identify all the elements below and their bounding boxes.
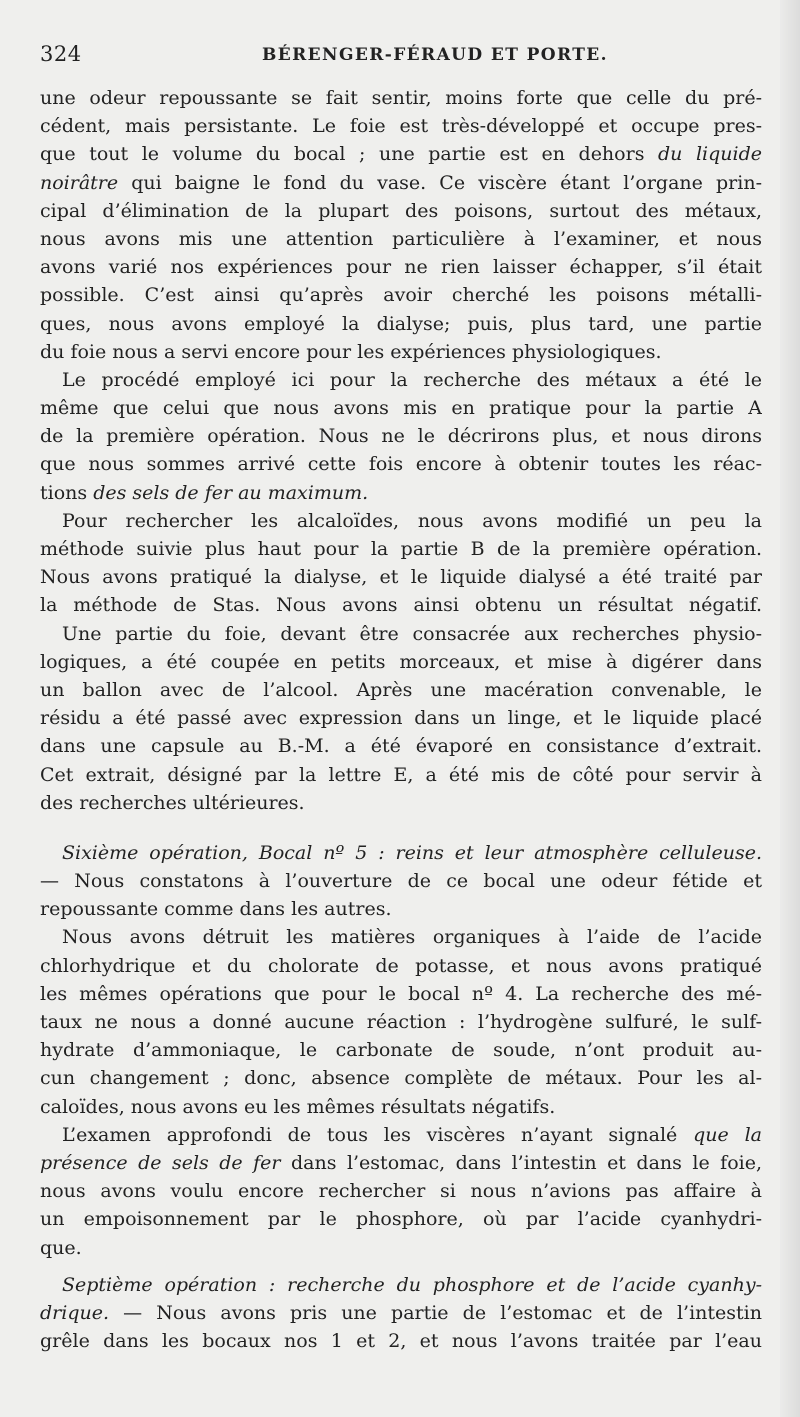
text-segment: cun changement ; donc, absence complète de métaux. Pour les al- — [40, 1067, 762, 1090]
italic-text: noirâtre — [40, 171, 119, 194]
running-head: BÉRENGER-FÉRAUD ET PORTE. — [262, 45, 608, 65]
text-segment: qui baigne le fond du vase. Ce viscère étant l’organe prin- — [118, 171, 762, 194]
italic-text: Sixième opération, Bocal nº 5 : reins et leur atmosphère celluleuse. — [62, 841, 762, 864]
text-segment: résidu a été passé avec expression dans un linge, et le liquide placé — [40, 707, 762, 730]
italic-text: Septième opération : recherche du phosphore et de l’acide cyanhy- — [62, 1273, 762, 1296]
text-segment: que tout le volume du bocal ; une partie est en dehors — [40, 143, 658, 166]
text-line — [40, 479, 762, 507]
text-segment: cipal d’élimination de la plupart des poisons, surtout des métaux, — [40, 199, 762, 222]
text-line — [40, 281, 762, 309]
text-line — [40, 732, 762, 760]
text-segment: taux ne nous a donné aucune réaction : l’hydrogène sulfuré, le sulf- — [40, 1011, 762, 1033]
text-segment: nous avons voulu encore rechercher si nous n’avions pas affaire à — [40, 1180, 762, 1203]
text-segment: — Nous avons pris une partie de l’estomac et de l’intestin — [109, 1301, 762, 1324]
text-line — [40, 895, 762, 923]
text-segment: que nous sommes arrivé cette fois encore à obtenir toutes les réac- — [40, 453, 762, 476]
text-line — [40, 839, 762, 867]
text-segment: L’examen approfondi de tous les viscères n’ayant signalé — [62, 1123, 694, 1146]
text-segment: Le procédé employé ici pour la recherche des métaux a été le — [62, 368, 762, 391]
text-line — [40, 1121, 762, 1149]
text-segment: un empoisonnement par le phosphore, où par l’acide cyanhydri- — [40, 1208, 762, 1231]
text-line — [40, 1008, 762, 1036]
text-line — [40, 366, 762, 394]
italic-text: drique. — [40, 1301, 110, 1324]
text-line — [40, 1036, 762, 1064]
text-line — [40, 140, 762, 168]
text-line — [40, 394, 762, 422]
text-segment: Une partie du foie, devant être consacrée aux recherches physio- — [62, 622, 762, 645]
text-segment: une odeur repoussante se fait sentir, moins forte que celle du pré- — [40, 87, 762, 109]
text-line — [40, 704, 762, 732]
text-segment: ques, nous avons employé la dialyse; puis, plus tard, une partie — [40, 312, 762, 335]
text-segment: Cet extrait, désigné par la lettre E, a été mis de côté pour servir à — [40, 763, 762, 786]
text-line — [40, 563, 762, 591]
body-text — [40, 84, 762, 1355]
text-line — [40, 197, 762, 225]
text-segment: repoussante comme dans les autres. — [40, 898, 392, 921]
text-line — [40, 980, 762, 1008]
text-segment: chlorhydrique et du cholorate de potasse, et nous avons pratiqué — [40, 954, 762, 977]
text-line — [40, 1271, 762, 1299]
text-line — [40, 1327, 762, 1355]
page-header — [40, 42, 760, 72]
text-line — [40, 112, 762, 140]
text-line — [40, 1177, 762, 1205]
text-line — [40, 1093, 762, 1121]
text-line — [40, 1299, 762, 1327]
text-line — [40, 253, 762, 281]
text-segment: Nous avons pratiqué la dialyse, et le liquide dialysé a été traité par — [40, 566, 762, 589]
text-line — [40, 789, 762, 817]
text-line — [40, 1234, 762, 1262]
text-segment: de la première opération. Nous ne le décrirons plus, et nous dirons — [40, 425, 762, 448]
text-segment: nous avons mis une attention particulière à l’examiner, et nous — [40, 227, 762, 250]
text-line — [40, 507, 762, 535]
text-segment: méthode suivie plus haut pour la partie B de la première opération. — [40, 538, 762, 560]
text-segment: la méthode de Stas. Nous avons ainsi obtenu un résultat négatif. — [40, 594, 762, 617]
text-segment: hydrate d’ammoniaque, le carbonate de soude, n’ont produit au- — [40, 1039, 762, 1062]
text-line — [40, 422, 762, 450]
text-segment: avons varié nos expériences pour ne rien laisser échapper, s’il était — [40, 256, 762, 279]
text-segment: Nous avons détruit les matières organiques à l’aide de l’acide — [62, 926, 762, 949]
text-segment: cédent, mais persistante. Le foie est très-développé et occupe pres- — [40, 115, 762, 138]
text-line — [40, 1205, 762, 1233]
italic-text: du liquide — [658, 143, 762, 166]
text-segment: possible. C’est ainsi qu’après avoir cherché les poisons métalli- — [40, 284, 762, 307]
text-line — [40, 952, 762, 980]
text-line — [40, 225, 762, 253]
text-line — [40, 648, 762, 676]
text-line — [40, 169, 762, 197]
text-line — [40, 1064, 762, 1092]
text-line — [40, 591, 762, 619]
text-segment: que. — [40, 1236, 82, 1259]
text-line — [40, 450, 762, 478]
italic-text: des sels de fer au maximum. — [93, 481, 369, 504]
text-line — [40, 676, 762, 704]
text-segment: tions — [40, 481, 94, 504]
italic-text: que la — [693, 1123, 762, 1146]
text-segment: même que celui que nous avons mis en pratique pour la partie A — [40, 397, 762, 420]
text-line — [40, 867, 762, 895]
text-segment: grêle dans les bocaux nos 1 et 2, et nous l’avons traitée par l’eau — [40, 1330, 762, 1353]
text-segment: caloïdes, nous avons eu les mêmes résultats négatifs. — [40, 1095, 556, 1118]
text-segment: des recherches ultérieures. — [40, 791, 305, 814]
text-line — [40, 1149, 762, 1177]
text-line — [40, 338, 762, 366]
text-segment: dans l’estomac, dans l’intestin et dans le foie, — [280, 1151, 762, 1174]
text-line — [40, 84, 762, 112]
text-segment: — Nous constatons à l’ouverture de ce bocal une odeur fétide et — [40, 870, 762, 893]
text-line — [40, 535, 762, 563]
page-number: 324 — [40, 42, 82, 66]
text-segment: un ballon avec de l’alcool. Après une macération convenable, le — [40, 678, 762, 701]
text-line — [40, 761, 762, 789]
page-edge-shadow — [780, 0, 800, 1417]
text-segment: dans une capsule au B.-M. a été évaporé en consistance d’extrait. — [40, 735, 762, 758]
text-segment: logiques, a été coupée en petits morceaux, et mise à digérer dans — [40, 650, 762, 673]
text-segment: les mêmes opérations que pour le bocal nº 4. La recherche des mé- — [40, 982, 762, 1005]
text-segment: du foie nous a servi encore pour les expériences physiologiques. — [40, 340, 662, 363]
text-line — [40, 620, 762, 648]
text-segment: Pour rechercher les alcaloïdes, nous avons modifié un peu la — [62, 509, 762, 532]
italic-text: présence de sels de fer — [40, 1151, 281, 1174]
text-line — [40, 310, 762, 338]
text-line — [40, 923, 762, 951]
